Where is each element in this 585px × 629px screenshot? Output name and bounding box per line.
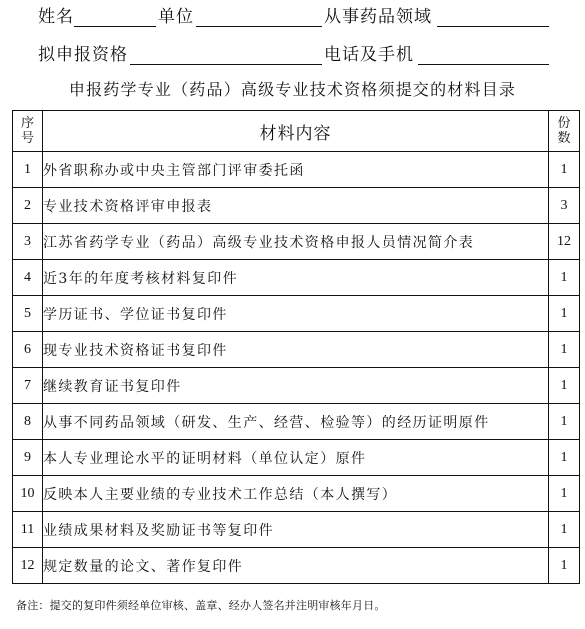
row-number: 12 — [13, 548, 43, 584]
row-number: 6 — [13, 332, 43, 368]
footnote: 备注：提交的复印件须经单位审核、盖章、经办人签名并注明审核年月日。 — [16, 599, 386, 612]
row-count: 1 — [549, 548, 580, 584]
row-number: 5 — [13, 296, 43, 332]
name-field[interactable] — [74, 26, 156, 27]
phone-field[interactable] — [418, 64, 549, 65]
row-count: 1 — [549, 296, 580, 332]
row-count: 1 — [549, 404, 580, 440]
row-content: 江苏省药学专业（药品）高级专业技术资格申报人员情况简介表 — [43, 224, 549, 260]
row-content: 继续教育证书复印件 — [43, 368, 549, 404]
field-field[interactable] — [437, 26, 549, 27]
row-number: 7 — [13, 368, 43, 404]
table-row — [13, 368, 580, 404]
row-number: 9 — [13, 440, 43, 476]
row-content: 本人专业理论水平的证明材料（单位认定）原件 — [43, 440, 549, 476]
row-content: 学历证书、学位证书复印件 — [43, 296, 549, 332]
header-count — [549, 111, 580, 152]
row-content: 反映本人主要业绩的专业技术工作总结（本人撰写） — [43, 476, 549, 512]
unit-field[interactable] — [196, 26, 322, 27]
field-label: 从事药品领域 — [324, 7, 432, 27]
table-row — [13, 440, 580, 476]
header-seq — [13, 111, 43, 152]
row-number: 1 — [13, 152, 43, 188]
phone-label: 电话及手机 — [324, 45, 414, 65]
row-count: 1 — [549, 512, 580, 548]
table-header-row — [13, 111, 580, 152]
unit-label: 单位 — [158, 7, 194, 27]
table-row — [13, 404, 580, 440]
name-label: 姓名 — [38, 7, 74, 27]
row-count: 1 — [549, 440, 580, 476]
document-title: 申报药学专业（药品）高级专业技术资格须提交的材料目录 — [68, 80, 517, 99]
table-row — [13, 224, 580, 260]
row-count: 1 — [549, 476, 580, 512]
table-row — [13, 548, 580, 584]
row-content: 业绩成果材料及奖励证书等复印件 — [43, 512, 549, 548]
header-seq-text: 序 号 — [20, 116, 34, 146]
row-number: 3 — [13, 224, 43, 260]
materials-table — [12, 110, 580, 584]
row-content: 规定数量的论文、著作复印件 — [43, 548, 549, 584]
row-number: 8 — [13, 404, 43, 440]
header-content: 材料内容 — [43, 111, 549, 152]
row-content: 外省职称办或中央主管部门评审委托函 — [43, 152, 549, 188]
row-content: 从事不同药品领域（研发、生产、经营、检验等）的经历证明原件 — [43, 404, 549, 440]
row-count: 3 — [549, 188, 580, 224]
row-count: 1 — [549, 368, 580, 404]
table-row — [13, 332, 580, 368]
row-count: 1 — [549, 152, 580, 188]
row-count: 1 — [549, 332, 580, 368]
row-count: 1 — [549, 260, 580, 296]
table-row — [13, 476, 580, 512]
qualification-field[interactable] — [130, 64, 322, 65]
row-number: 2 — [13, 188, 43, 224]
table-row — [13, 512, 580, 548]
table-row — [13, 188, 580, 224]
row-content: 现专业技术资格证书复印件 — [43, 332, 549, 368]
row-number: 4 — [13, 260, 43, 296]
table-row — [13, 296, 580, 332]
row-content: 专业技术资格评审申报表 — [43, 188, 549, 224]
row-count: 12 — [549, 224, 580, 260]
table-row — [13, 260, 580, 296]
table-row — [13, 152, 580, 188]
row-number: 11 — [13, 512, 43, 548]
row-number: 10 — [13, 476, 43, 512]
qualification-label: 拟申报资格 — [38, 45, 128, 65]
row-content: 近3年的年度考核材料复印件 — [43, 260, 549, 296]
header-count-text: 份 数 — [557, 116, 571, 146]
